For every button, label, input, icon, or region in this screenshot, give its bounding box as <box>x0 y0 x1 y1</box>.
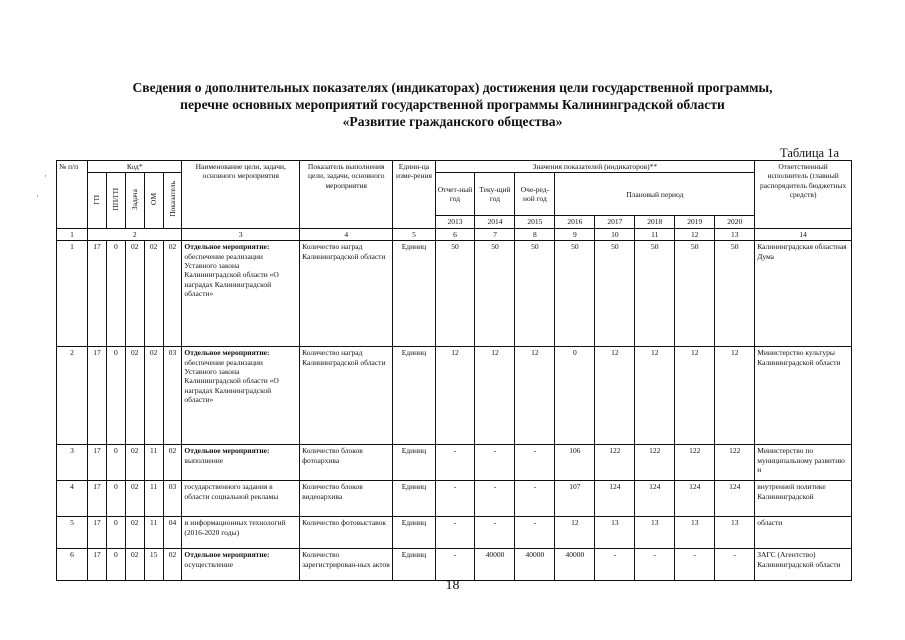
colnum-cell: 9 <box>555 228 595 240</box>
row-number: 5 <box>57 517 88 549</box>
header-name: Наименование цели, задачи, основного мероприятия <box>182 161 300 229</box>
year-cell: 2020 <box>715 216 755 228</box>
responsible-cell: Министерство по муниципальному развитию и <box>755 445 852 481</box>
value-cell: - <box>435 517 475 549</box>
code-om: 15 <box>144 549 163 581</box>
unit: Единиц <box>393 445 435 481</box>
value-cell: 50 <box>675 241 715 347</box>
header-unit: Едини-ца изме-рения <box>393 161 435 229</box>
value-cell: - <box>435 481 475 517</box>
code-indicator: 02 <box>163 445 182 481</box>
value-cell: 107 <box>555 481 595 517</box>
value-cell: 50 <box>515 241 555 347</box>
header-current-year: Теку-щий год <box>475 173 515 216</box>
value-cell: 13 <box>595 517 635 549</box>
code-om: 11 <box>144 481 163 517</box>
indicator-name: Количество блоков фотоархива <box>300 445 393 481</box>
colnum-cell: 11 <box>635 228 675 240</box>
value-cell: 122 <box>595 445 635 481</box>
table-row <box>57 347 852 445</box>
scan-speck: · <box>36 191 39 201</box>
value-cell: 122 <box>675 445 715 481</box>
table-row <box>57 481 852 517</box>
code-pp: 0 <box>106 241 125 347</box>
value-cell: 40000 <box>515 549 555 581</box>
code-task: 02 <box>125 549 144 581</box>
indicator-name: Количество зарегистрирован-ных актов <box>300 549 393 581</box>
table-label: Таблица 1а <box>780 146 840 160</box>
scan-speck: · <box>44 171 47 181</box>
page-number: 18 <box>445 578 460 593</box>
indicator-name: Количество блоков видеоархива <box>300 481 393 517</box>
header-values: Значения показателей (индикаторов)** <box>435 161 755 173</box>
measure-name: Отдельное мероприятие: обеспечение реализации Уставного закона Калининградской области «О наградах Калининградской области» <box>182 347 300 445</box>
responsible-cell: внутренней политике Калининградской <box>755 481 852 517</box>
code-om: 02 <box>144 241 163 347</box>
year-cell: 2018 <box>635 216 675 228</box>
value-cell: 12 <box>715 347 755 445</box>
table-row <box>57 549 852 581</box>
code-gp: 17 <box>88 481 107 517</box>
header-code-pp: ПП/ГП <box>106 173 125 228</box>
responsible-cell: области <box>755 517 852 549</box>
colnum-cell: 5 <box>393 228 435 240</box>
code-indicator: 04 <box>163 517 182 549</box>
unit: Единиц <box>393 549 435 581</box>
value-cell: 12 <box>595 347 635 445</box>
row-number: 3 <box>57 445 88 481</box>
row-number: 4 <box>57 481 88 517</box>
code-gp: 17 <box>88 549 107 581</box>
code-pp: 0 <box>106 445 125 481</box>
header-plan-period: Плановый период <box>555 173 755 216</box>
row-number: 6 <box>57 549 88 581</box>
document-title <box>0 79 905 130</box>
value-cell: 50 <box>595 241 635 347</box>
measure-name: Отдельное мероприятие: осуществление <box>182 549 300 581</box>
value-cell: 12 <box>675 347 715 445</box>
unit: Единиц <box>393 517 435 549</box>
value-cell: 13 <box>635 517 675 549</box>
value-cell: - <box>475 481 515 517</box>
code-pp: 0 <box>106 481 125 517</box>
value-cell: 12 <box>515 347 555 445</box>
row-number: 1 <box>57 241 88 347</box>
code-gp: 17 <box>88 445 107 481</box>
code-om: 11 <box>144 445 163 481</box>
value-cell: 124 <box>715 481 755 517</box>
code-pp: 0 <box>106 517 125 549</box>
value-cell: - <box>475 517 515 549</box>
value-cell: - <box>515 445 555 481</box>
code-indicator: 03 <box>163 347 182 445</box>
code-pp: 0 <box>106 549 125 581</box>
code-om: 11 <box>144 517 163 549</box>
table-row <box>57 241 852 347</box>
header-indicator: Показатель выполнения цели, задачи, основного мероприятия <box>300 161 393 229</box>
year-cell: 2013 <box>435 216 475 228</box>
column-number-row <box>57 228 852 240</box>
value-cell: 12 <box>555 517 595 549</box>
indicator-name: Количество наград Калининградской области <box>300 241 393 347</box>
title-line-3: «Развитие гражданского общества» <box>342 114 563 129</box>
value-cell: 40000 <box>475 549 515 581</box>
header-code-gp: ГП <box>88 173 107 228</box>
year-cell: 2017 <box>595 216 635 228</box>
value-cell: - <box>435 549 475 581</box>
header-next-year: Оче-ред-ной год <box>515 173 555 216</box>
year-cell: 2015 <box>515 216 555 228</box>
colnum-cell: 10 <box>595 228 635 240</box>
header-code-indicator: Показатель <box>163 173 182 228</box>
value-cell: 106 <box>555 445 595 481</box>
code-indicator: 02 <box>163 241 182 347</box>
colnum-cell: 7 <box>475 228 515 240</box>
value-cell: 122 <box>715 445 755 481</box>
measure-name: государственного задания в области социальной рекламы <box>182 481 300 517</box>
colnum-cell: 14 <box>755 228 852 240</box>
colnum-cell: 1 <box>57 228 88 240</box>
indicators-table <box>56 160 852 581</box>
value-cell: - <box>635 549 675 581</box>
value-cell: 50 <box>435 241 475 347</box>
value-cell: 13 <box>715 517 755 549</box>
value-cell: 12 <box>475 347 515 445</box>
colnum-cell: 13 <box>715 228 755 240</box>
value-cell: 124 <box>595 481 635 517</box>
unit: Единиц <box>393 481 435 517</box>
value-cell: - <box>515 517 555 549</box>
measure-name: и информационных технологий (2016-2020 годы) <box>182 517 300 549</box>
code-gp: 17 <box>88 347 107 445</box>
unit: Единиц <box>393 241 435 347</box>
year-cell: 2019 <box>675 216 715 228</box>
table-row <box>57 517 852 549</box>
value-cell: - <box>475 445 515 481</box>
year-cell: 2016 <box>555 216 595 228</box>
code-task: 02 <box>125 241 144 347</box>
colnum-cell: 3 <box>182 228 300 240</box>
row-number: 2 <box>57 347 88 445</box>
title-line-1: Сведения о дополнительных показателях (индикаторах) достижения цели государственной программы, <box>132 80 773 95</box>
measure-name: Отдельное мероприятие: выполнение <box>182 445 300 481</box>
header-responsible: Ответственный исполнитель (главный распорядитель бюджетных средств) <box>755 161 852 229</box>
colnum-cell: 6 <box>435 228 475 240</box>
value-cell: 13 <box>675 517 715 549</box>
code-task: 02 <box>125 445 144 481</box>
responsible-cell: Калининградская областная Дума <box>755 241 852 347</box>
value-cell: 12 <box>435 347 475 445</box>
code-gp: 17 <box>88 241 107 347</box>
measure-name: Отдельное мероприятие: обеспечение реализации Уставного закона Калининградской области «О наградах Калининградской области» <box>182 241 300 347</box>
code-om: 02 <box>144 347 163 445</box>
value-cell: 122 <box>635 445 675 481</box>
value-cell: - <box>515 481 555 517</box>
colnum-cell: 12 <box>675 228 715 240</box>
code-task: 02 <box>125 517 144 549</box>
code-pp: 0 <box>106 347 125 445</box>
value-cell: 124 <box>675 481 715 517</box>
header-code-task: Задача <box>125 173 144 228</box>
code-indicator: 02 <box>163 549 182 581</box>
value-cell: - <box>435 445 475 481</box>
indicator-name: Количество наград Калининградской области <box>300 347 393 445</box>
responsible-cell: Министерство культуры Калининградской области <box>755 347 852 445</box>
code-task: 02 <box>125 481 144 517</box>
value-cell: - <box>595 549 635 581</box>
header-code-om: ОМ <box>144 173 163 228</box>
table-row <box>57 445 852 481</box>
value-cell: 50 <box>555 241 595 347</box>
value-cell: 40000 <box>555 549 595 581</box>
colnum-cell: 8 <box>515 228 555 240</box>
indicator-name: Количество фотовыставок <box>300 517 393 549</box>
year-cell: 2014 <box>475 216 515 228</box>
value-cell: - <box>715 549 755 581</box>
code-indicator: 03 <box>163 481 182 517</box>
value-cell: 12 <box>635 347 675 445</box>
header-num: № п/п <box>57 161 88 229</box>
value-cell: 50 <box>715 241 755 347</box>
value-cell: - <box>675 549 715 581</box>
value-cell: 124 <box>635 481 675 517</box>
unit: Единиц <box>393 347 435 445</box>
header-code: Код* <box>88 161 182 173</box>
code-task: 02 <box>125 347 144 445</box>
value-cell: 50 <box>635 241 675 347</box>
responsible-cell: ЗАГС (Агентство) Калининградской области <box>755 549 852 581</box>
colnum-cell: 4 <box>300 228 393 240</box>
value-cell: 0 <box>555 347 595 445</box>
code-gp: 17 <box>88 517 107 549</box>
header-report-year: Отчет-ный год <box>435 173 475 216</box>
colnum-cell: 2 <box>88 228 182 240</box>
value-cell: 50 <box>475 241 515 347</box>
title-line-2: перечне основных мероприятий государственной программы Калининградской области <box>180 97 725 112</box>
